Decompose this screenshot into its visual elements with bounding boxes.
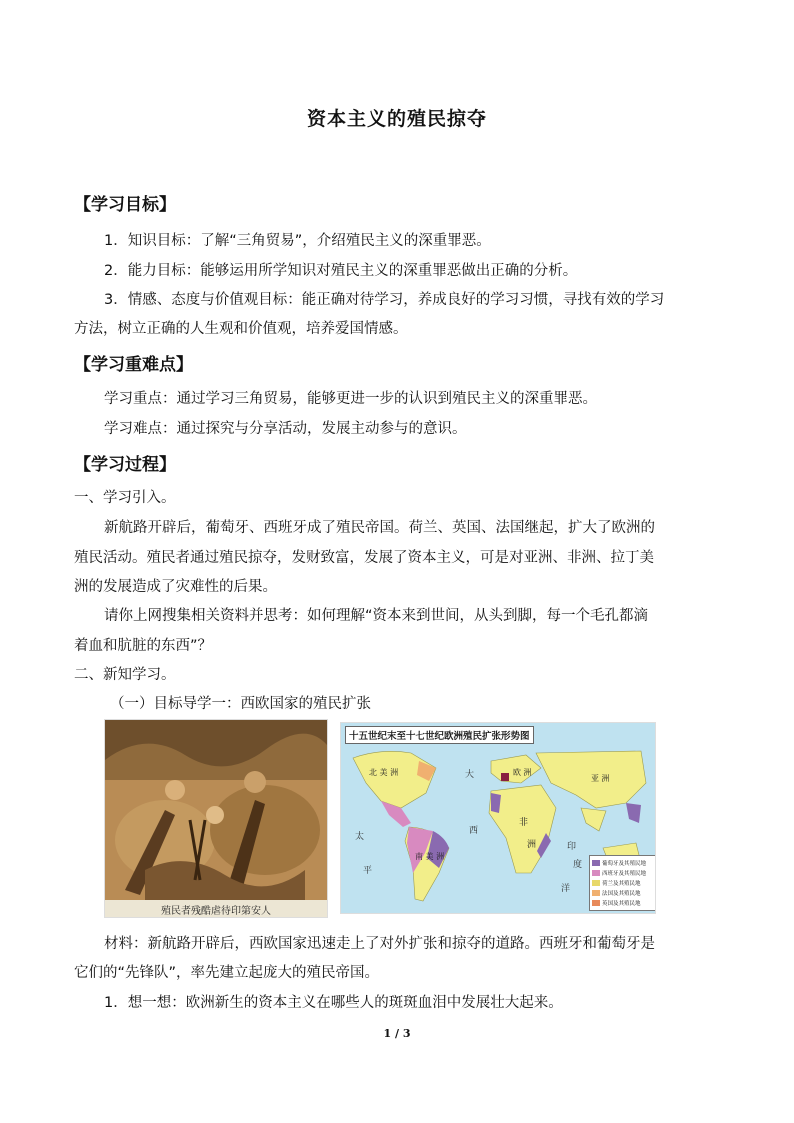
legend-label: 荷兰及其殖民地 bbox=[602, 881, 641, 887]
legend-swatch bbox=[592, 900, 600, 906]
intro-line1: 新航路开辟后，葡萄牙、西班牙成了殖民帝国。荷兰、英国、法国继起，扩大了欧洲的 bbox=[104, 520, 655, 536]
process-part2: 二、新知学习。 bbox=[74, 667, 176, 683]
label-south-america: 南 美 洲 bbox=[415, 852, 445, 861]
colonial-expansion-map bbox=[340, 722, 656, 914]
label-atlantic: 大 bbox=[465, 770, 475, 780]
label-asia: 亚 洲 bbox=[591, 774, 610, 783]
subheading-goal1: （一）目标导学一：西欧国家的殖民扩张 bbox=[110, 696, 371, 712]
label-indian: 印 bbox=[567, 842, 577, 852]
legend-swatch bbox=[592, 860, 600, 866]
legend-label: 法国及其殖民地 bbox=[602, 891, 641, 897]
think-question-1: 1．想一想：欧洲新生的资本主义在哪些人的斑斑血泪中发展壮大起来。 bbox=[104, 995, 563, 1011]
illustration-caption: 殖民者残酷虐待印第安人 bbox=[161, 906, 271, 917]
label-ocean: 洋 bbox=[561, 884, 571, 894]
label-africa: 非 bbox=[519, 818, 529, 828]
label-atlantic-2: 西 bbox=[469, 826, 479, 836]
label-europe: 欧 洲 bbox=[513, 768, 532, 777]
ask-line1: 请你上网搜集相关资料并思考：如何理解“资本来到世间，从头到脚，每一个毛孔都滴 bbox=[104, 608, 649, 624]
legend-label: 英国及其殖民地 bbox=[602, 901, 641, 907]
page-title: 资本主义的殖民掠夺 bbox=[306, 108, 487, 130]
page-number: 1 / 3 bbox=[383, 1027, 411, 1040]
label-north-america: 北 美 洲 bbox=[369, 768, 399, 777]
legend-swatch bbox=[592, 890, 600, 896]
legend-item bbox=[592, 898, 654, 908]
keypoint-difficulty: 学习难点：通过探究与分享活动，发展主动参与的意识。 bbox=[104, 421, 467, 437]
label-indian-2: 度 bbox=[573, 860, 583, 870]
illustration-art bbox=[105, 720, 327, 917]
section-heading-goals: 【学习目标】 bbox=[74, 195, 176, 215]
process-part1: 一、学习引入。 bbox=[74, 490, 176, 506]
label-pacific-2: 平 bbox=[363, 866, 373, 876]
material-line2: 它们的“先锋队”，率先建立起庞大的殖民帝国。 bbox=[74, 965, 380, 981]
intro-line2: 殖民活动。殖民者通过殖民掠夺，发财致富，发展了资本主义，可是对亚洲、非洲、拉丁美 bbox=[74, 550, 654, 566]
goal-item-2: 2．能力目标：能够运用所学知识对殖民主义的深重罪恶做出正确的分析。 bbox=[104, 263, 578, 279]
intro-line3: 洲的发展造成了灾难性的后果。 bbox=[74, 579, 277, 595]
legend-swatch bbox=[592, 870, 600, 876]
label-pacific: 太 bbox=[355, 832, 365, 842]
legend-item bbox=[592, 888, 654, 898]
legend-label: 葡萄牙及其殖民地 bbox=[602, 861, 647, 867]
goal-item-3-line2: 方法，树立正确的人生观和价值观，培养爱国情感。 bbox=[74, 321, 408, 337]
map-title: 十五世纪末至十七世纪欧洲殖民扩张形势图 bbox=[345, 726, 534, 744]
legend-item bbox=[592, 878, 654, 888]
section-heading-keypoints: 【学习重难点】 bbox=[74, 355, 193, 375]
map-legend bbox=[589, 855, 656, 911]
goal-item-1: 1．知识目标：了解“三角贸易”，介绍殖民主义的深重罪恶。 bbox=[104, 233, 491, 249]
goal-item-3-line1: 3．情感、态度与价值观目标：能正确对待学习，养成良好的学习习惯，寻找有效的学习 bbox=[104, 292, 665, 308]
label-africa-2: 洲 bbox=[527, 840, 537, 850]
legend-swatch bbox=[592, 880, 600, 886]
ask-line2: 着血和肮脏的东西”？ bbox=[74, 638, 213, 654]
legend-label: 西班牙及其殖民地 bbox=[602, 871, 647, 877]
legend-item bbox=[592, 868, 654, 878]
material-line1: 材料：新航路开辟后，西欧国家迅速走上了对外扩张和掠夺的道路。西班牙和葡萄牙是 bbox=[104, 936, 655, 952]
illustration-colonists bbox=[104, 719, 328, 918]
keypoint-focus: 学习重点：通过学习三角贸易，能够更进一步的认识到殖民主义的深重罪恶。 bbox=[104, 391, 597, 407]
section-heading-process: 【学习过程】 bbox=[74, 455, 176, 475]
legend-item bbox=[592, 858, 654, 868]
